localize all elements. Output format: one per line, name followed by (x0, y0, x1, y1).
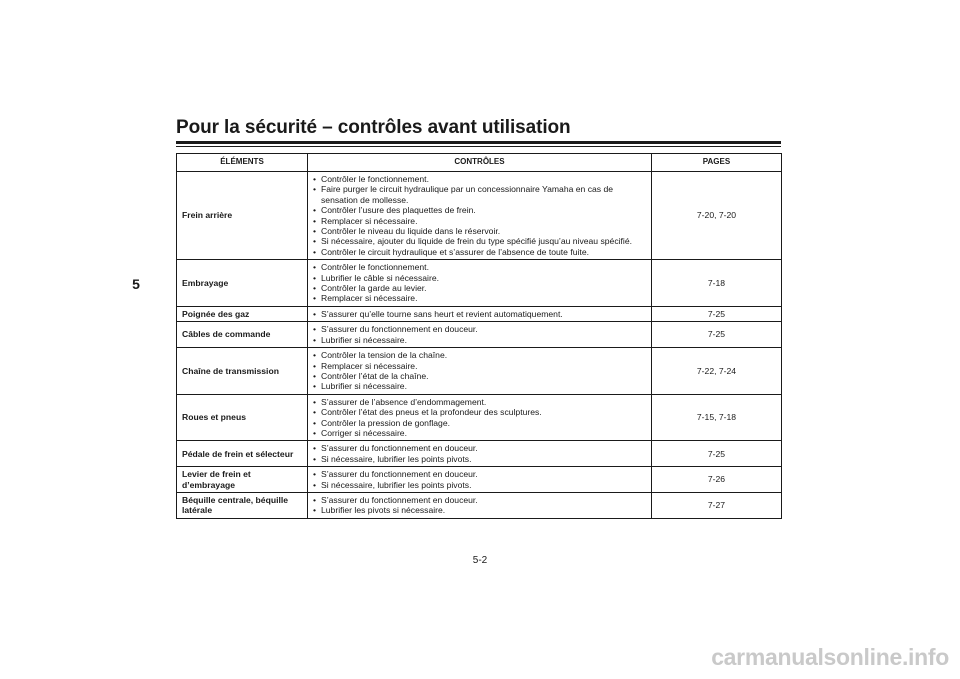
pages-cell: 7-25 (652, 306, 782, 321)
pages-cell: 7-20, 7-20 (652, 172, 782, 260)
check-item: • S’assurer du fonctionnement en douceur. (313, 495, 646, 505)
table-body (177, 172, 782, 519)
pre-operation-check-table (176, 153, 782, 519)
check-list (313, 469, 646, 490)
check-item: • Contrôler l’usure des plaquettes de frein. (313, 205, 646, 215)
title-rule-thin (176, 146, 781, 147)
check-list (313, 443, 646, 464)
page-title: Pour la sécurité – contrôles avant utilisation (176, 117, 571, 138)
pages-cell: 7-27 (652, 492, 782, 518)
pages-cell: 7-25 (652, 441, 782, 467)
check-item: • S’assurer de l’absence d’endommagement. (313, 397, 646, 407)
title-rule (176, 141, 781, 144)
check-item: • Lubrifier les pivots si nécessaire. (313, 505, 646, 515)
table-header-row (177, 154, 782, 172)
checks-cell (308, 172, 652, 260)
checks-cell (308, 260, 652, 307)
column-header-pages: PAGES (652, 154, 782, 172)
check-item: • Si nécessaire, ajouter du liquide de frein du type spécifié jusqu’au niveau spécifié. (313, 236, 646, 246)
check-item: • Contrôler la garde au levier. (313, 283, 646, 293)
pages-cell: 7-15, 7-18 (652, 394, 782, 441)
item-cell: Pédale de frein et sélecteur (177, 441, 308, 467)
page-number: 5-2 (472, 555, 488, 566)
check-item: • Lubrifier le câble si nécessaire. (313, 273, 646, 283)
check-item: • Remplacer si nécessaire. (313, 361, 646, 371)
check-item: • Contrôler l’état de la chaîne. (313, 371, 646, 381)
checks-cell (308, 322, 652, 348)
checks-cell (308, 467, 652, 493)
watermark[interactable]: carmanualsonline.info (711, 644, 949, 670)
check-item: • Contrôler la tension de la chaîne. (313, 350, 646, 360)
item-cell: Roues et pneus (177, 394, 308, 441)
checks-cell (308, 306, 652, 321)
check-item: • Lubrifier si nécessaire. (313, 381, 646, 391)
column-header-items: ÉLÉMENTS (177, 154, 308, 172)
item-cell: Chaîne de transmission (177, 348, 308, 395)
checks-cell (308, 394, 652, 441)
table-row (177, 322, 782, 348)
item-cell: Câbles de commande (177, 322, 308, 348)
table-row (177, 260, 782, 307)
table-row (177, 172, 782, 260)
check-item: • Corriger si nécessaire. (313, 428, 646, 438)
pages-cell: 7-22, 7-24 (652, 348, 782, 395)
check-item: • Remplacer si nécessaire. (313, 216, 646, 226)
check-item: • S’assurer qu’elle tourne sans heurt et revient automatiquement. (313, 309, 646, 319)
item-cell: Levier de frein et d’embrayage (177, 467, 308, 493)
check-item: • Contrôler le fonctionnement. (313, 174, 646, 184)
check-item: • Contrôler la pression de gonflage. (313, 418, 646, 428)
check-item: • Lubrifier si nécessaire. (313, 335, 646, 345)
checks-cell (308, 348, 652, 395)
check-list (313, 324, 646, 345)
check-list (313, 174, 646, 257)
check-list (313, 309, 646, 319)
pages-cell: 7-26 (652, 467, 782, 493)
table-row (177, 441, 782, 467)
check-list (313, 262, 646, 304)
check-item: • Si nécessaire, lubrifier les points pivots. (313, 454, 646, 464)
table-row (177, 394, 782, 441)
chapter-tab: 5 (132, 276, 140, 292)
check-item: • Contrôler le niveau du liquide dans le réservoir. (313, 226, 646, 236)
item-cell: Poignée des gaz (177, 306, 308, 321)
item-cell: Frein arrière (177, 172, 308, 260)
item-cell: Embrayage (177, 260, 308, 307)
check-item: • Contrôler le circuit hydraulique et s’assurer de l’absence de toute fuite. (313, 247, 646, 257)
table-row (177, 306, 782, 321)
check-item: • Faire purger le circuit hydraulique par un concessionnaire Yamaha en cas de sensation de mollesse. (313, 184, 646, 205)
checks-cell (308, 492, 652, 518)
column-header-checks: CONTRÔLES (308, 154, 652, 172)
pages-cell: 7-18 (652, 260, 782, 307)
checks-cell (308, 441, 652, 467)
item-cell: Béquille centrale, béquille latérale (177, 492, 308, 518)
check-list (313, 397, 646, 439)
check-item: • Remplacer si nécessaire. (313, 293, 646, 303)
table-row (177, 467, 782, 493)
table-row (177, 492, 782, 518)
check-list (313, 350, 646, 392)
check-item: • S’assurer du fonctionnement en douceur. (313, 469, 646, 479)
check-item: • S’assurer du fonctionnement en douceur. (313, 443, 646, 453)
check-item: • Si nécessaire, lubrifier les points pivots. (313, 480, 646, 490)
check-list (313, 495, 646, 516)
pages-cell: 7-25 (652, 322, 782, 348)
table-row (177, 348, 782, 395)
check-item: • Contrôler l’état des pneus et la profondeur des sculptures. (313, 407, 646, 417)
check-item: • S’assurer du fonctionnement en douceur. (313, 324, 646, 334)
check-item: • Contrôler le fonctionnement. (313, 262, 646, 272)
